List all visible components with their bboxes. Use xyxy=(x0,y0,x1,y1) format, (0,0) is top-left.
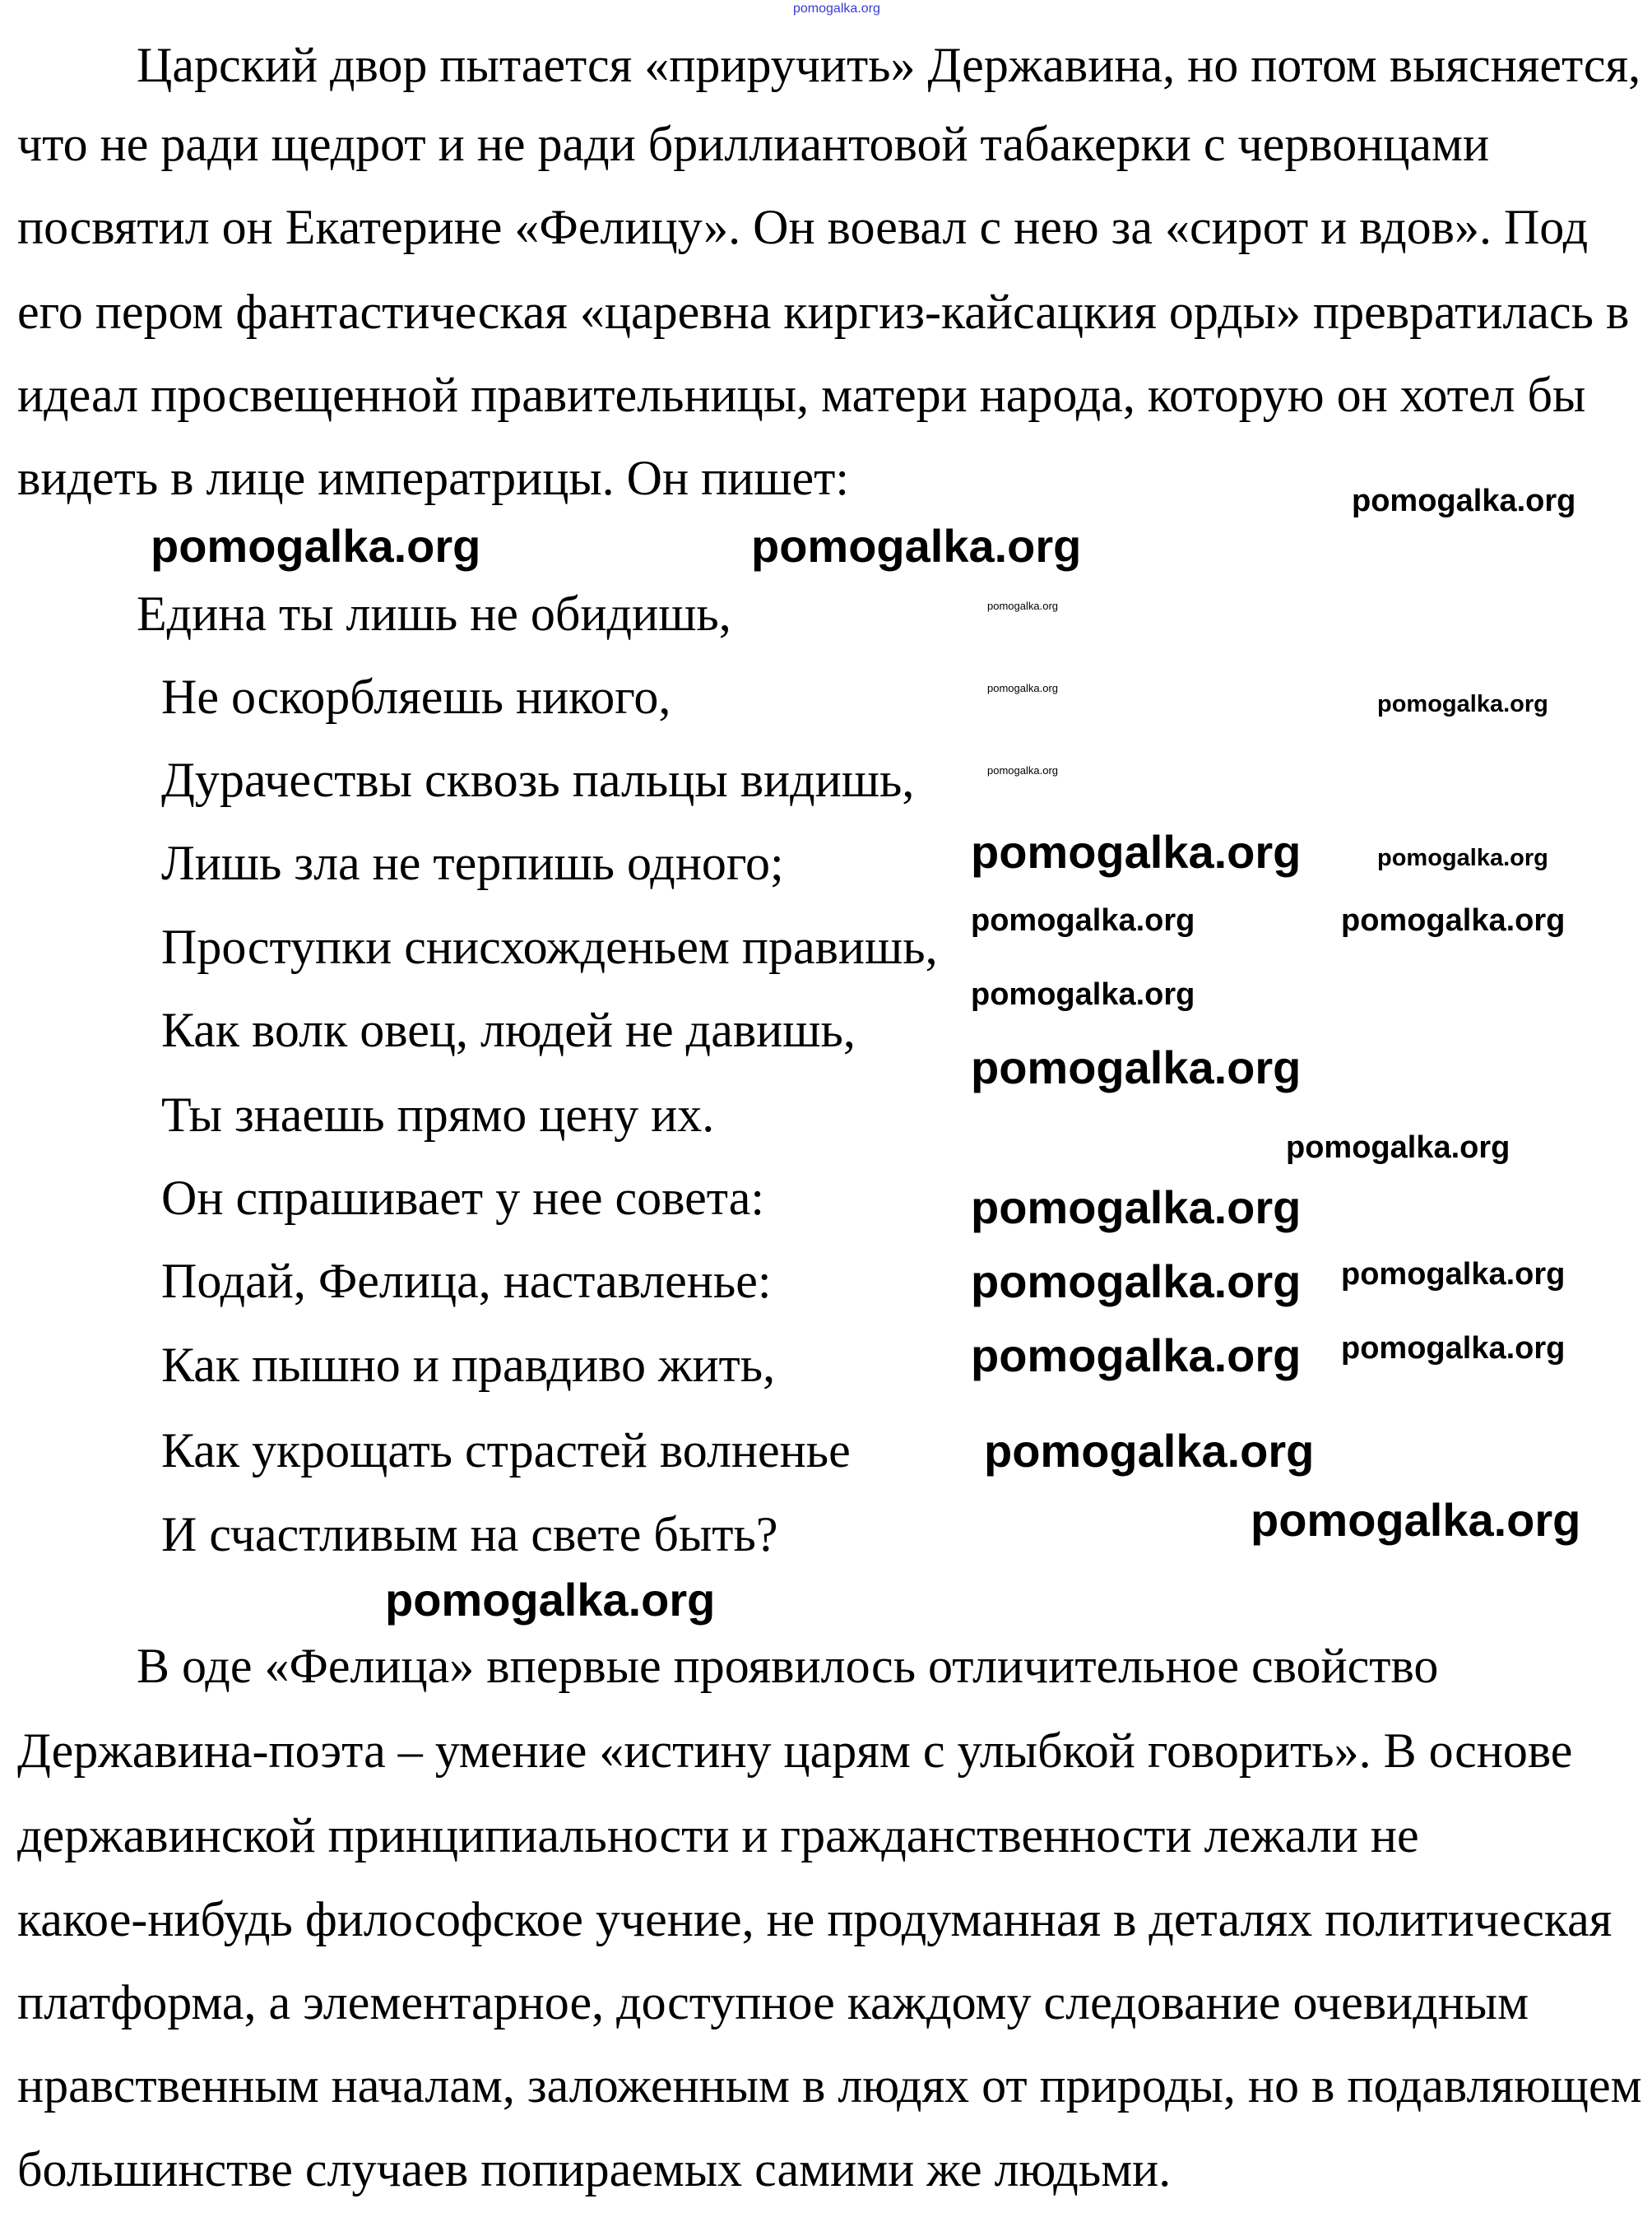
watermark: pomogalka.org xyxy=(971,1181,1302,1233)
poem-line: Лишь зла не терпишь одного; xyxy=(161,836,784,890)
watermark: pomogalka.org xyxy=(971,826,1302,878)
text-line: что не ради щедрот и не ради бриллиантовой табакерки с червонцами xyxy=(17,117,1490,171)
text-line: платформа, а элементарное, доступное каждому следование очевидным xyxy=(17,1975,1529,2029)
watermark: pomogalka.org xyxy=(151,520,481,572)
text-line: посвятил он Екатерине «Фелицу». Он воевал с нею за «сирот и вдов». Под xyxy=(17,200,1589,254)
text-line: идеал просвещенной правительницы, матери народа, которую он хотел бы xyxy=(17,368,1586,422)
watermark: pomogalka.org xyxy=(1251,1494,1581,1546)
watermark: pomogalka.org xyxy=(1377,691,1548,717)
watermark: pomogalka.org xyxy=(1341,1257,1566,1292)
watermark: pomogalka.org xyxy=(984,1425,1315,1477)
poem-line: Не оскорбляешь никого, xyxy=(161,670,671,724)
poem-line: Проступки снисхожденьем правишь, xyxy=(161,920,938,974)
watermark: pomogalka.org xyxy=(1341,1331,1566,1366)
text-line: державинской принципиальности и гражданственности лежали не xyxy=(17,1808,1419,1862)
text-line: Царский двор пытается «приручить» Державина, но потом выясняется, xyxy=(137,38,1641,92)
poem-line: Подай, Фелица, наставленье: xyxy=(161,1254,772,1308)
watermark: pomogalka.org xyxy=(987,682,1058,694)
text-line: видеть в лице императрицы. Он пишет: xyxy=(17,451,850,505)
watermark: pomogalka.org xyxy=(1377,845,1548,871)
watermark: pomogalka.org xyxy=(971,903,1195,938)
text-line: его пером фантастическая «царевна киргиз-кайсацкия орды» превратилась в xyxy=(17,285,1630,339)
watermark: pomogalka.org xyxy=(971,1329,1302,1381)
watermark: pomogalka.org xyxy=(1352,484,1576,518)
watermark: pomogalka.org xyxy=(751,520,1082,572)
poem-line: Как пышно и правдиво жить, xyxy=(161,1338,776,1392)
poem-line: Ты знаешь прямо цену их. xyxy=(161,1088,715,1142)
text-line: какое-нибудь философское учение, не продуманная в деталях политическая xyxy=(17,1892,1613,1946)
watermark: pomogalka.org xyxy=(971,977,1195,1012)
text-line: В оде «Фелица» впервые проявилось отличительное свойство xyxy=(137,1639,1439,1693)
watermark: pomogalka.org xyxy=(1286,1130,1510,1165)
watermark: pomogalka.org xyxy=(971,1041,1302,1093)
watermark: pomogalka.org xyxy=(385,1574,716,1626)
poem-line: Как волк овец, людей не давишь, xyxy=(161,1003,856,1057)
text-line: большинстве случаев попираемых самими же людьми. xyxy=(17,2142,1172,2196)
poem-line: Едина ты лишь не обидишь, xyxy=(137,587,731,641)
text-line: Державина-поэта – умение «истину царям с улыбкой говорить». В основе xyxy=(17,1723,1573,1778)
watermark: pomogalka.org xyxy=(971,1255,1302,1307)
watermark: pomogalka.org xyxy=(987,764,1058,777)
poem-line: Дурачествы сквозь пальцы видишь, xyxy=(161,753,915,807)
watermark: pomogalka.org xyxy=(987,600,1058,612)
watermark: pomogalka.org xyxy=(793,2,880,16)
watermark: pomogalka.org xyxy=(1341,903,1566,938)
text-line: нравственным началам, заложенным в людях от природы, но в подавляющем xyxy=(17,2058,1642,2113)
poem-line: Он спрашивает у нее совета: xyxy=(161,1171,765,1225)
poem-line: И счастливым на свете быть? xyxy=(161,1507,778,1561)
poem-line: Как укрощать страстей волненье xyxy=(161,1423,851,1477)
